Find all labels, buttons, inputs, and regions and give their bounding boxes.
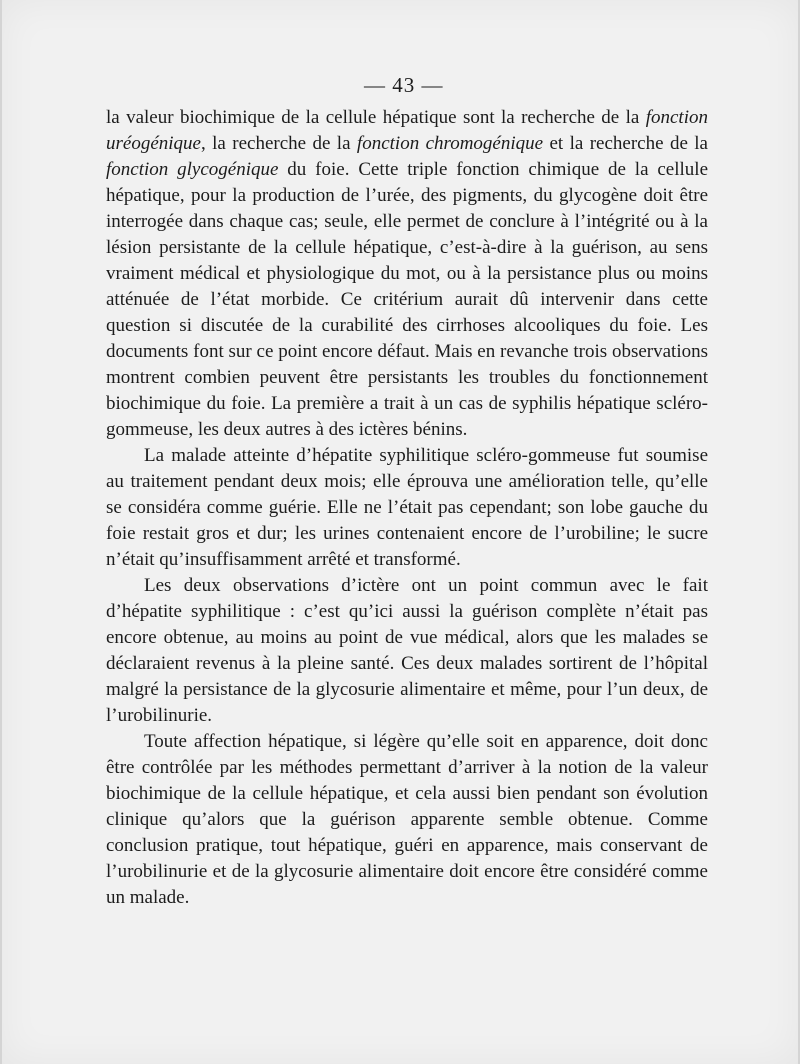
document-page bbox=[2, 0, 798, 1064]
paragraph bbox=[106, 573, 708, 729]
body-text bbox=[106, 105, 708, 911]
text-run: , la recherche de la bbox=[200, 133, 357, 154]
italic-term: fonction chromogénique bbox=[356, 133, 544, 154]
text-run: la valeur biochimique de la cellule hépatique sont la recherche de la bbox=[106, 107, 646, 128]
page-number: — 43 — bbox=[364, 73, 444, 97]
italic-term: fonction glycogénique bbox=[106, 159, 279, 180]
text-run: Toute affection hépatique, si légère qu’elle soit en apparence, doit donc être contrôlée par les méthodes permettant d’arriver à la notion de la valeur biochimique de la cellule hépatique, et cela aussi bien pendant son évolution clinique qu’alors que la guérison apparente semble obtenue. Comme conclusion pratique, tout hépatique, guéri en apparence, mais conservant de l’urobilinurie et de la glycosurie alimentaire doit encore être considéré comme un malade. bbox=[106, 731, 708, 908]
paragraph bbox=[106, 105, 708, 443]
paragraph bbox=[106, 443, 708, 573]
text-run: et la recherche de la bbox=[543, 133, 708, 154]
paragraph bbox=[106, 729, 708, 911]
italic-term: fonction uréogénique bbox=[106, 107, 708, 154]
text-run: Les deux observations d’ictère ont un point commun avec le fait d’hépatite syphilitique : c’est qu’ici aussi la guérison complète n’était pas encore obtenue, au moins au point de vue médical, alors que les malades se déclaraient revenus à la pleine santé. Ces deux malades sortirent de l’hôpital malgré la persistance de la glycosurie alimentaire et même, pour l’un deux, de l’urobilinurie. bbox=[106, 575, 708, 726]
text-run: du foie. Cette triple fonction chimique de la cellule hépatique, pour la production de l’urée, des pigments, du glycogène doit être interrogée dans chaque cas; seule, elle permet de conclure à l’intégrité ou à la lésion persistante de la cellule hépatique, c’est-à-dire à la guérison, au sens vraiment médical et physiologique du mot, ou à la persistance plus ou moins atténuée de l’état morbide. Ce critérium aurait dû intervenir dans cette question si discutée de la curabilité des cirrhoses alcooliques du foie. Les documents font sur ce point encore défaut. Mais en revanche trois observations montrent combien peuvent être persistants les troubles du fonctionnement biochimique du foie. La première a trait à un cas de syphilis hépatique scléro-gommeuse, les deux autres à des ictères bénins. bbox=[106, 159, 708, 440]
text-run: La malade atteinte d’hépatite syphilitique scléro-gommeuse fut soumise au traitement pendant deux mois; elle éprouva une amélioration telle, qu’elle se considéra comme guérie. Elle ne l’était pas cependant; son lobe gauche du foie restait gros et dur; les urines contenaient encore de l’urobiline; le sucre n’était qu’insuffisamment arrêté et transformé. bbox=[106, 445, 708, 570]
